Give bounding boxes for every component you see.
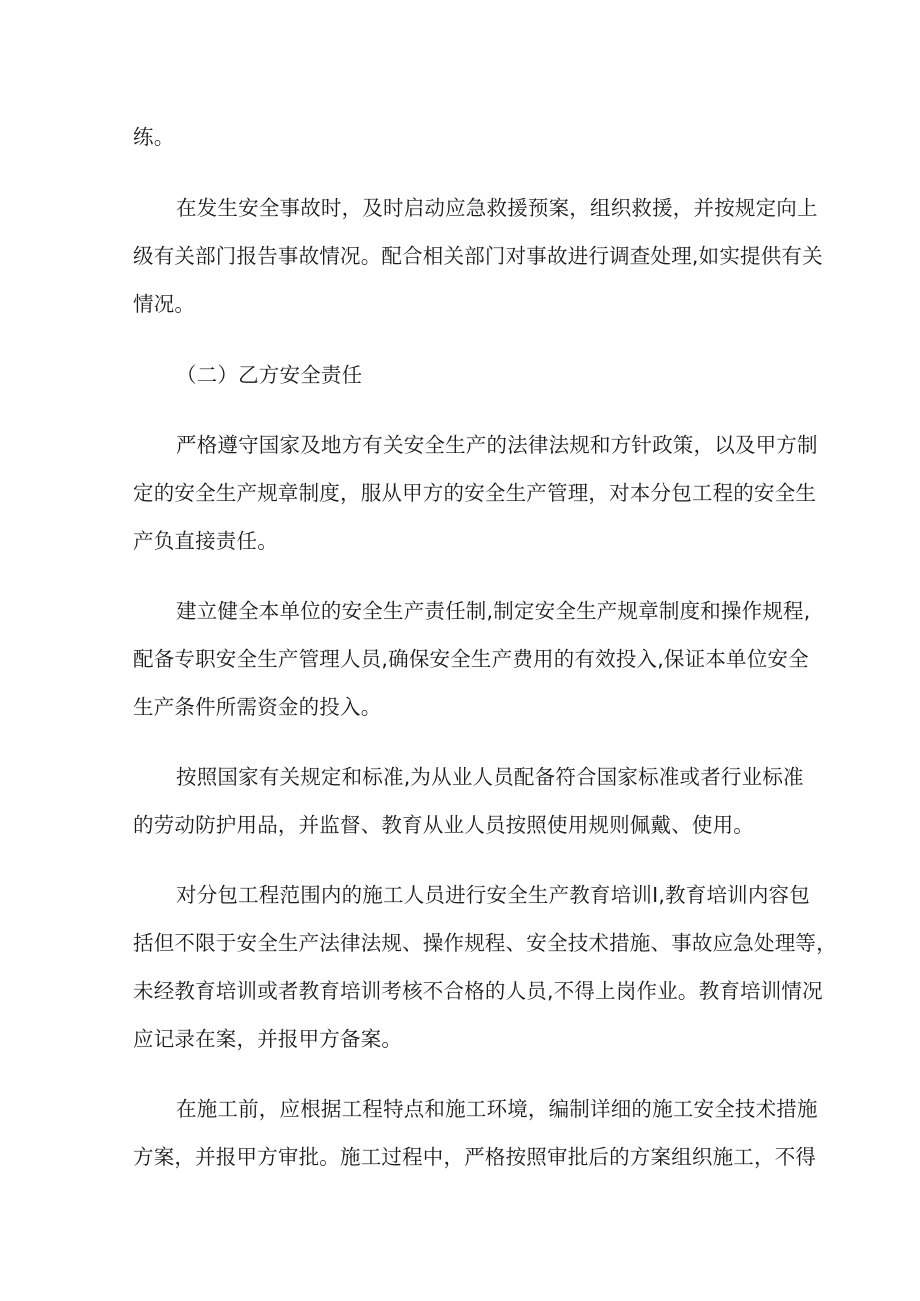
section-heading: （二）乙方安全责任 [176,363,363,387]
text-line: 情况。 [133,292,196,316]
text-line: 未经教育培训或者教育培训考核不合格的人员,不得上岗作业。教育培训情况 [133,979,823,1003]
text-line: 级有关部门报告事故情况。配合相关部门对事故进行调查处理,如实提供有关 [133,244,823,268]
text-line: 对分包工程范围内的施工人员进行安全生产教育培训I,教育培训内容包 [176,883,810,907]
text-line: 方案，并报甲方审批。施工过程中，严格按照审批后的方案组织施工，不得 [133,1145,817,1169]
text-line: 练。 [133,125,175,149]
text-line: 括但不限于安全生产法律法规、操作规程、安全技术措施、事故应急处理等， [133,931,837,955]
text-line: 配备专职安全生产管理人员,确保安全生产费用的有效投入,保证本单位安全 [133,647,809,671]
text-line: 建立健全本单位的安全生产责任制,制定安全生产规章制度和操作规程, [176,599,811,623]
text-line: 在施工前，应根据工程特点和施工环境，编制详细的施工安全技术措施 [176,1097,818,1121]
text-line: 的劳动防护用品，并监督、教育从业人员按照使用规则佩戴、使用。 [133,813,754,837]
text-line: 产负直接责任。 [133,529,278,553]
text-line: 应记录在案，并报甲方备案。 [133,1027,403,1051]
text-line: 严格遵守国家及地方有关安全生产的法律法规和方针政策，以及甲方制 [176,433,818,457]
text-line: 定的安全生产规章制度，服从甲方的安全生产管理，对本分包工程的安全生 [133,481,817,505]
text-line: 在发生安全事故时，及时启动应急救援预案，组织救援，并按规定向上 [176,196,818,220]
text-line: 生产条件所需资金的投入。 [133,695,382,719]
text-line: 按照国家有关规定和标准,为从业人员配备符合国家标准或者行业标准 [176,765,804,789]
